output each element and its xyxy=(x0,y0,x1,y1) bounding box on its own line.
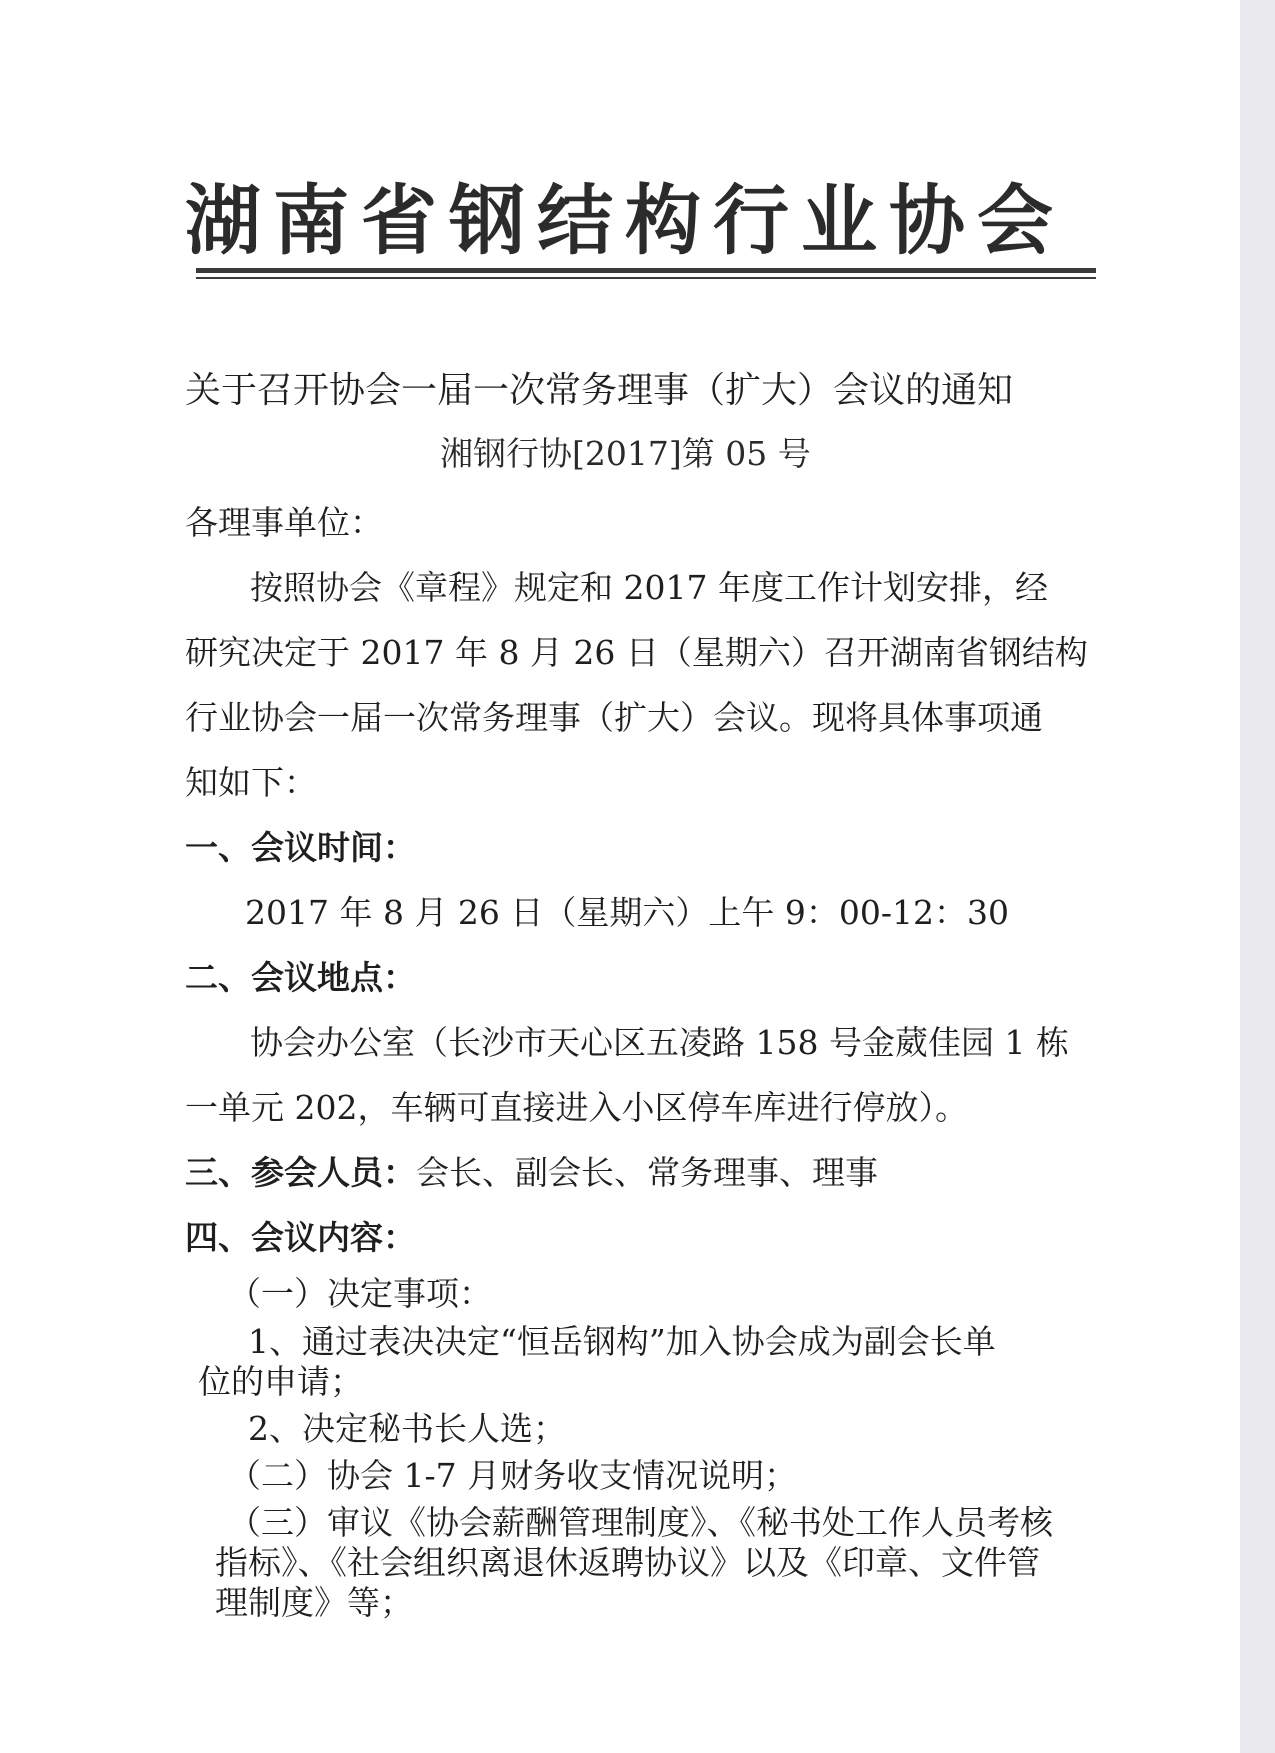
content-line: （一）决定事项： xyxy=(228,1274,492,1313)
content-line: 2、决定秘书长人选； xyxy=(248,1409,566,1448)
content-line: 理制度》等； xyxy=(215,1583,413,1622)
content-line: （二）协会 1-7 月财务收支情况说明； xyxy=(228,1456,798,1495)
intro-line: 行业协会一届一次常务理事（扩大）会议。现将具体事项通 xyxy=(185,698,1043,737)
header-rule-thin xyxy=(196,277,1096,279)
location-line: 一单元 202，车辆可直接进入小区停车库进行停放）。 xyxy=(185,1088,968,1127)
meeting-time: 2017 年 8 月 26 日（星期六）上午 9：00-12：30 xyxy=(245,893,1010,932)
intro-line: 研究决定于 2017 年 8 月 26 日（星期六）召开湖南省钢结构 xyxy=(185,633,1088,672)
scan-edge xyxy=(1240,0,1275,1753)
document-number: 湘钢行协[2017]第 05 号 xyxy=(440,434,811,473)
section-heading-attendees: 三、参会人员： xyxy=(185,1153,416,1192)
notice-title: 关于召开协会一届一次常务理事（扩大）会议的通知 xyxy=(185,370,1014,411)
content-line: 指标》、《社会组织离退休返聘协议》以及《印章、文件管 xyxy=(215,1543,1040,1582)
attendees-list: 会长、副会长、常务理事、理事 xyxy=(416,1153,878,1192)
content-line: 1、通过表决决定“恒岳钢构”加入协会成为副会长单 xyxy=(248,1322,996,1361)
content-line: 位的申请； xyxy=(198,1362,363,1401)
organization-name: 湖南省钢结构行业协会 xyxy=(185,176,1065,265)
section-heading-content: 四、会议内容： xyxy=(185,1218,416,1257)
section-heading-time: 一、会议时间： xyxy=(185,828,416,867)
location-line: 协会办公室（长沙市天心区五凌路 158 号金葳佳园 1 栋 xyxy=(250,1023,1069,1062)
header-rule-thick xyxy=(196,268,1096,273)
salutation: 各理事单位： xyxy=(185,503,383,542)
attendees-row xyxy=(185,1147,878,1194)
section-heading-location: 二、会议地点： xyxy=(185,958,416,997)
intro-line: 按照协会《章程》规定和 2017 年度工作计划安排，经 xyxy=(250,568,1048,607)
content-line: （三）审议《协会薪酬管理制度》、《秘书处工作人员考核 xyxy=(228,1503,1053,1542)
intro-line: 知如下： xyxy=(185,763,317,802)
